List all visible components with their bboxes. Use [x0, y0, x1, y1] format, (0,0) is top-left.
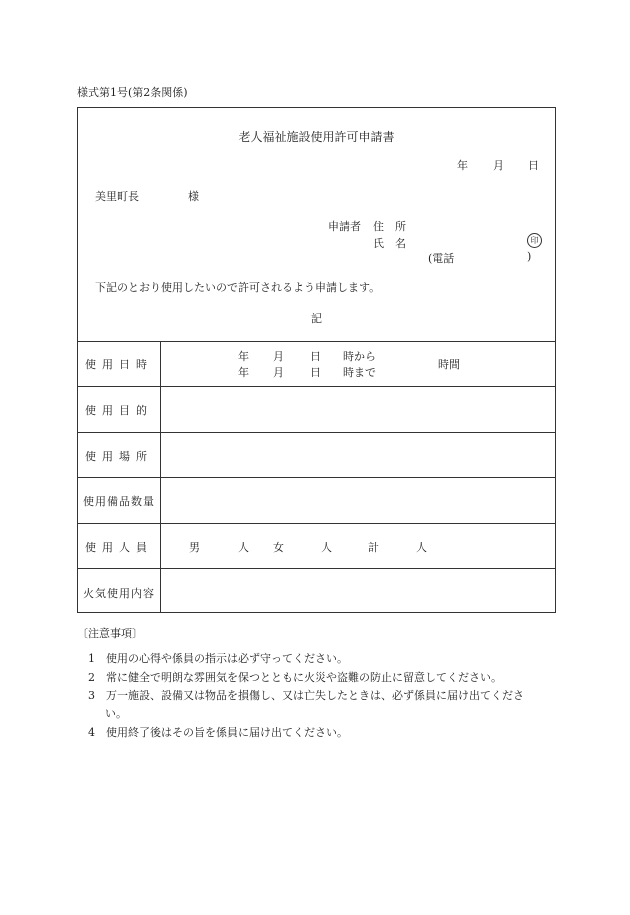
divider: [78, 341, 555, 342]
start-year: 年: [238, 350, 249, 363]
end-year: 年: [238, 366, 249, 379]
note-item: [88, 687, 524, 720]
note-item: [88, 669, 502, 685]
note-item: [88, 724, 348, 740]
request-text: 下記のとおり使用したいので許可されるよう申請します。: [95, 281, 381, 294]
seal-mark: 印: [527, 233, 542, 248]
row-label-equipment: 使用備品数量: [83, 495, 155, 508]
form-title: 老人福祉施設使用許可申請書: [238, 130, 395, 144]
female-unit: 人: [321, 541, 332, 554]
male-unit: 人: [238, 541, 249, 554]
name-label: 氏 名: [373, 237, 406, 250]
note-number: 3: [88, 689, 95, 702]
row-label-place: 使用場所: [85, 450, 153, 463]
address-label: 住 所: [373, 220, 406, 233]
divider: [78, 568, 555, 569]
note-number: 2: [88, 671, 95, 684]
male-label: 男: [189, 541, 200, 554]
application-form: [77, 107, 556, 613]
applicant-label: 申請者: [328, 220, 361, 233]
notes-title: 〔注意事項〕: [77, 627, 143, 640]
addressee-name: 美里町長: [95, 190, 139, 203]
date-month: 月: [493, 159, 504, 172]
row-label-people: 使用人員: [85, 541, 153, 554]
phone-open: (電話: [428, 252, 455, 265]
date-day: 日: [528, 159, 539, 172]
total-label: 計: [368, 541, 379, 554]
row-label-datetime: 使用日時: [85, 358, 153, 371]
column-divider: [160, 341, 161, 612]
phone-close: ): [527, 250, 532, 263]
start-day: 日: [310, 350, 321, 363]
end-month: 月: [273, 366, 284, 379]
note-text-continued: い。: [105, 707, 127, 720]
row-label-fire: 火気使用内容: [83, 587, 155, 600]
hours-label: 時間: [438, 358, 460, 371]
end-day: 日: [310, 366, 321, 379]
start-month: 月: [273, 350, 284, 363]
note-number: 1: [88, 652, 95, 665]
start-hour: 時から: [343, 350, 376, 363]
note-text: 万一施設、設備又は物品を損傷し、又は亡失したときは、必ず係員に届け出てくださ: [106, 689, 524, 702]
date-year: 年: [457, 159, 468, 172]
note-item: [88, 650, 348, 666]
total-unit: 人: [416, 541, 427, 554]
note-text: 使用の心得や係員の指示は必ず守ってください。: [106, 652, 348, 665]
divider: [78, 523, 555, 524]
female-label: 女: [273, 541, 284, 554]
divider: [78, 386, 555, 387]
end-hour: 時まで: [343, 366, 376, 379]
divider: [78, 432, 555, 433]
note-text: 常に健全で明朗な雰囲気を保つとともに火災や盗難の防止に留意してください。: [106, 671, 502, 684]
note-number: 4: [88, 726, 95, 739]
note-text: 使用終了後はその旨を係員に届け出てください。: [106, 726, 348, 739]
ki-label: 記: [311, 312, 322, 325]
divider: [78, 477, 555, 478]
addressee-honorific: 様: [188, 190, 199, 203]
row-label-purpose: 使用目的: [85, 404, 153, 417]
form-number-label: 様式第1号(第2条関係): [77, 86, 188, 99]
